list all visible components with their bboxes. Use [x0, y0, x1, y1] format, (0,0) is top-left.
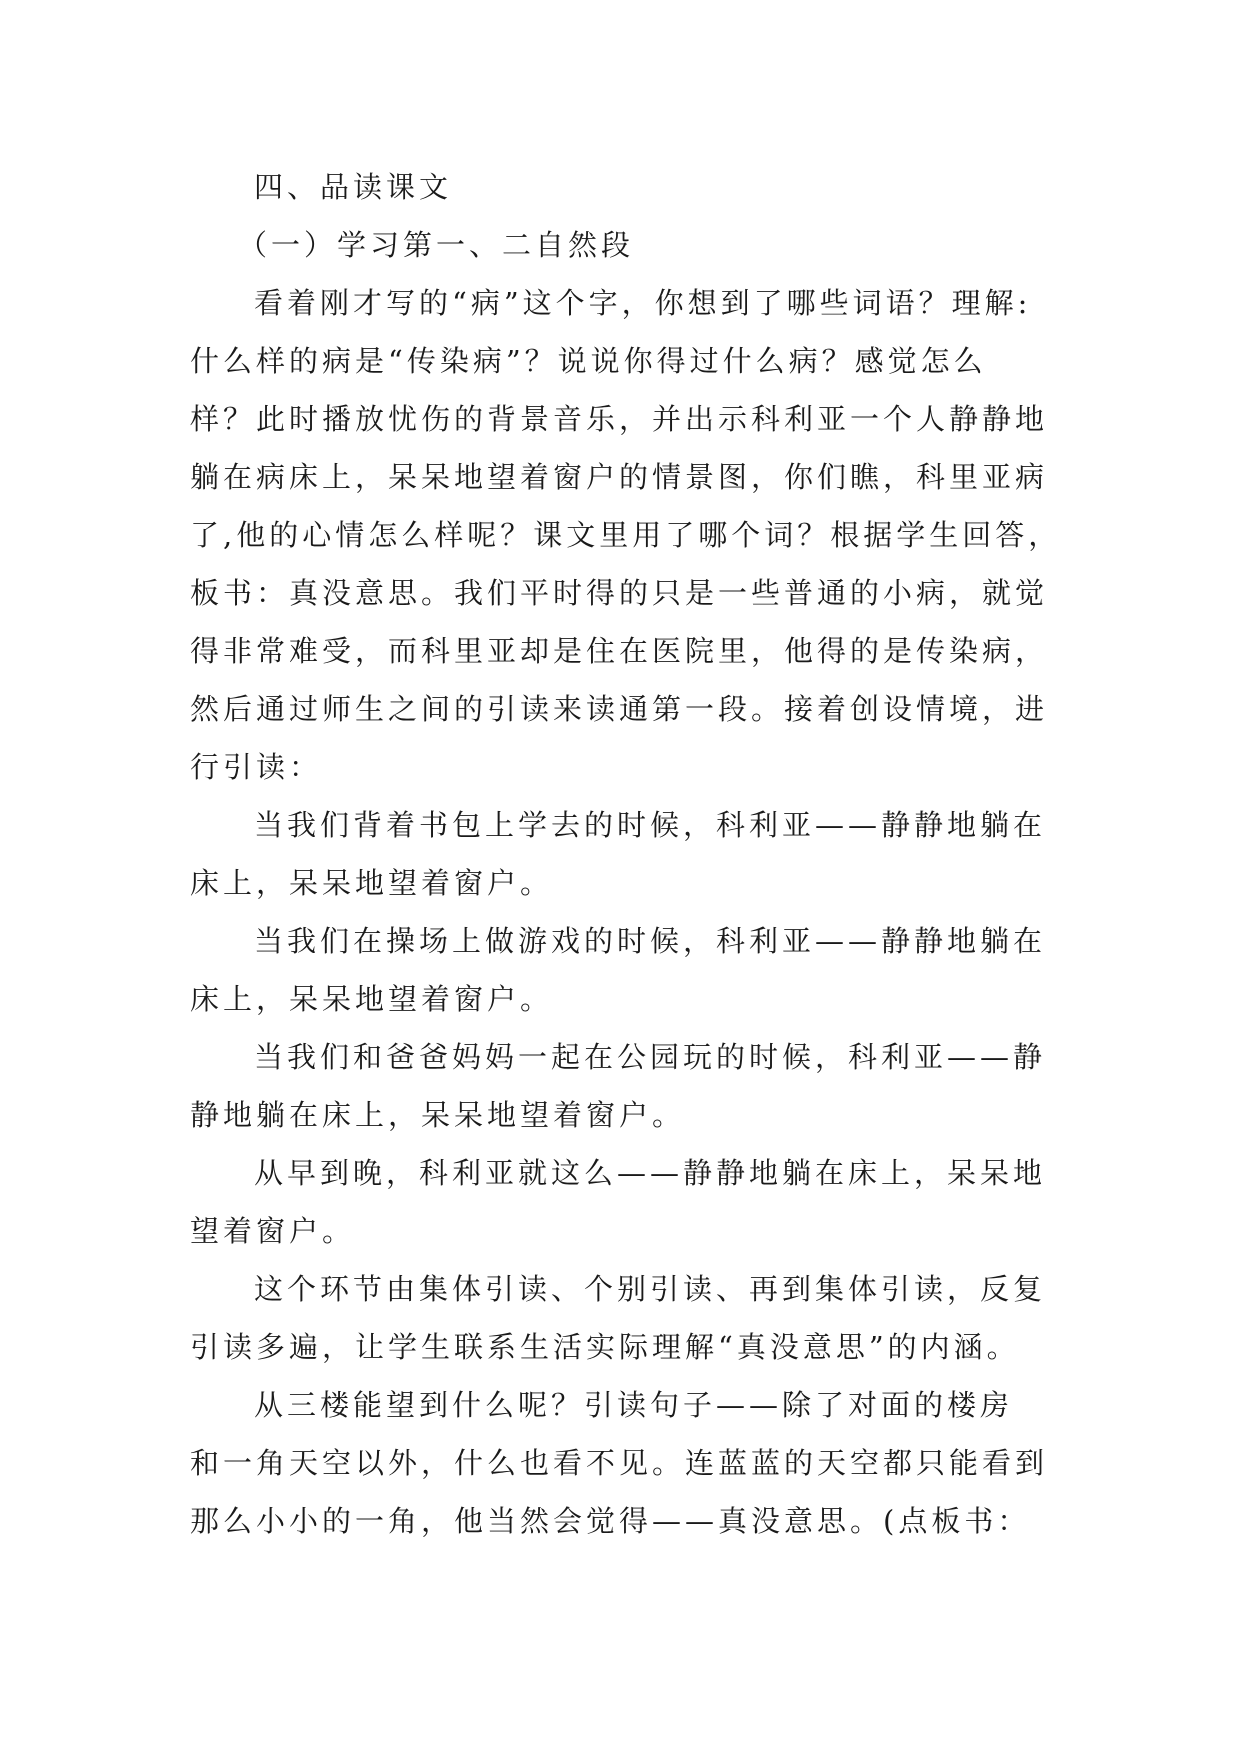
paragraph-line: 行引读： — [190, 750, 323, 784]
paragraph-line: 和一角天空以外，什么也看不见。连蓝蓝的天空都只能看到 — [190, 1446, 1049, 1480]
paragraph-line: 看着刚才写的“病”这个字，你想到了哪些词语？理解: — [254, 286, 1032, 320]
paragraph-2 — [190, 796, 1090, 912]
section-heading-text: 四、品读课文 — [254, 170, 453, 204]
paragraph-line: 板书：真没意思。我们平时得的只是一些普通的小病，就觉 — [190, 576, 1049, 610]
paragraph-line: 引读多遍，让学生联系生活实际理解“真没意思”的内涵。 — [190, 1330, 1020, 1364]
paragraph-line: 得非常难受，而科里亚却是住在医院里，他得的是传染病， — [190, 634, 1049, 668]
subsection-heading — [190, 216, 1090, 274]
paragraph-line: 当我们在操场上做游戏的时候，科利亚——静静地躺在 — [254, 924, 1047, 958]
paragraph-6 — [190, 1260, 1090, 1376]
paragraph-4 — [190, 1028, 1090, 1144]
paragraph-3 — [190, 912, 1090, 1028]
paragraph-line: 躺在病床上，呆呆地望着窗户的情景图，你们瞧，科里亚病 — [190, 460, 1049, 494]
paragraph-line: 什么样的病是“传染病”？说说你得过什么病？感觉怎么 — [190, 344, 987, 378]
paragraph-line: 那么小小的一角，他当然会觉得——真没意思。(点板书： — [190, 1504, 1031, 1538]
paragraph-line: 这个环节由集体引读、个别引读、再到集体引读，反复 — [254, 1272, 1047, 1306]
paragraph-line: 床上，呆呆地望着窗户。 — [190, 866, 554, 900]
paragraph-7 — [190, 1376, 1090, 1550]
paragraph-5 — [190, 1144, 1090, 1260]
paragraph-line: 从早到晚，科利亚就这么——静静地躺在床上，呆呆地 — [254, 1156, 1047, 1190]
paragraph-line: 床上，呆呆地望着窗户。 — [190, 982, 554, 1016]
paragraph-line: 当我们和爸爸妈妈一起在公园玩的时候，科利亚——静 — [254, 1040, 1047, 1074]
paragraph-line: 当我们背着书包上学去的时候，科利亚——静静地躺在 — [254, 808, 1047, 842]
paragraph-1 — [190, 274, 1090, 796]
paragraph-line: 从三楼能望到什么呢？引读句子——除了对面的楼房 — [254, 1388, 1014, 1422]
paragraph-line: 了,他的心情怎么样呢？课文里用了哪个词？根据学生回答， — [190, 518, 1062, 552]
subsection-heading-text: （一）学习第一、二自然段 — [238, 228, 635, 262]
paragraph-line: 样？此时播放忧伤的背景音乐，并出示科利亚一个人静静地 — [190, 402, 1049, 436]
document-body — [190, 158, 1090, 1550]
section-heading — [190, 158, 1090, 216]
paragraph-line: 望着窗户。 — [190, 1214, 356, 1248]
paragraph-line: 静地躺在床上，呆呆地望着窗户。 — [190, 1098, 686, 1132]
paragraph-line: 然后通过师生之间的引读来读通第一段。接着创设情境，进 — [190, 692, 1049, 726]
